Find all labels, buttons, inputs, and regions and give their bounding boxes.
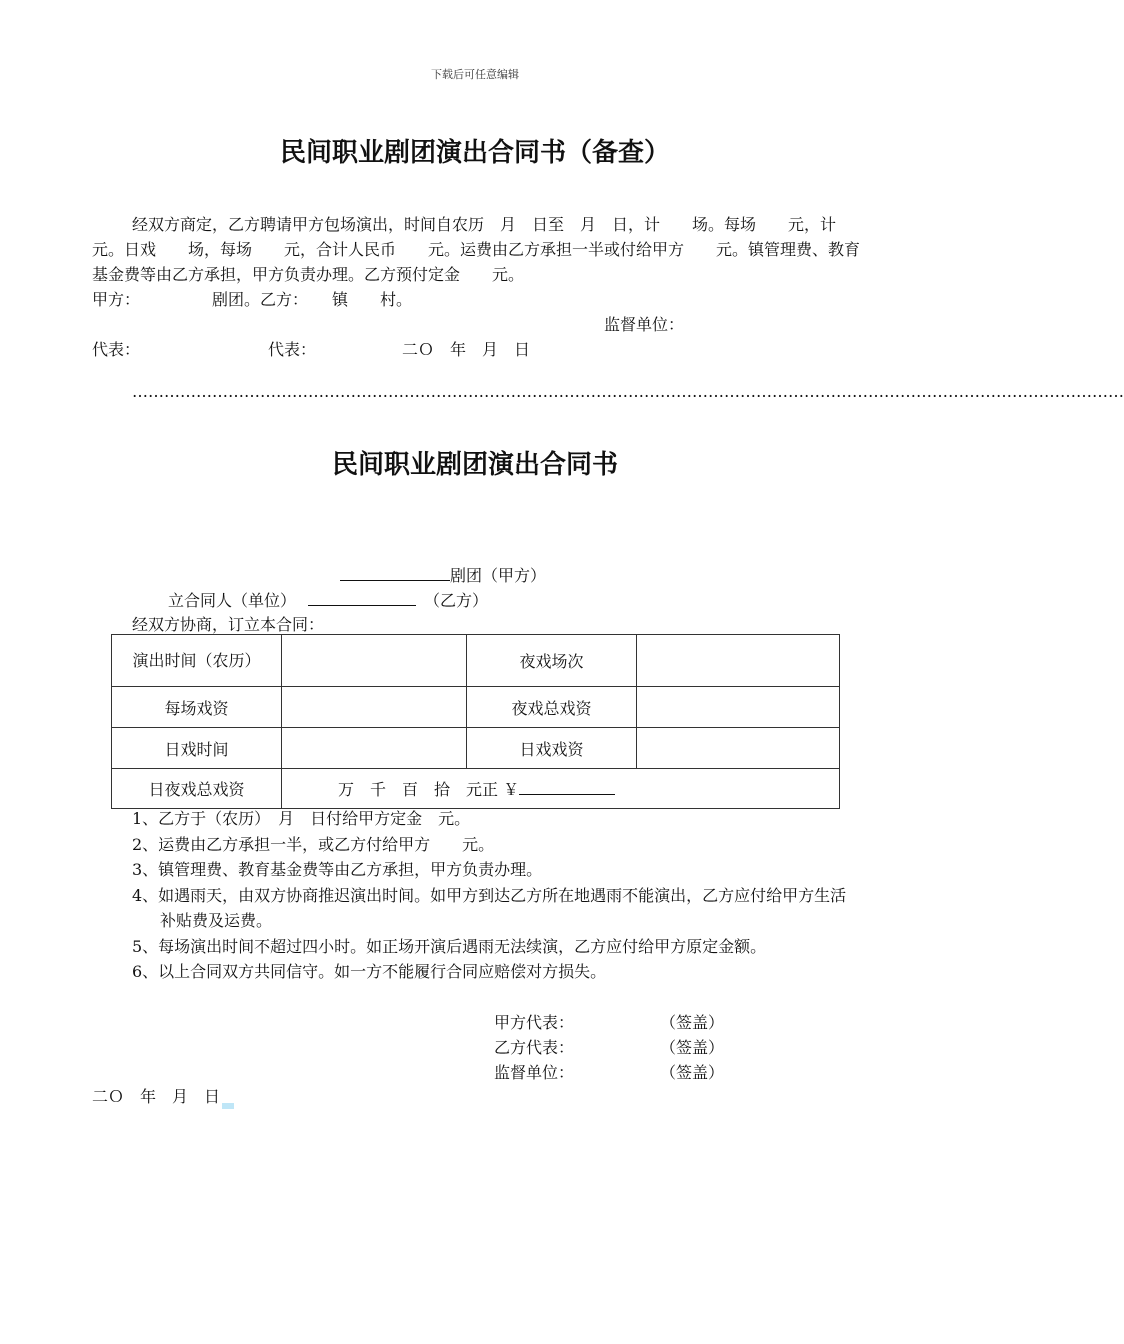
cut-line-separator: …………………………………………………………………………………………………………………………………………………………………… [132,382,1124,401]
total-fee-label: 日夜戏总戏资 [112,769,282,809]
supervisor-label: 监督单位： [604,315,685,334]
day-show-time-cell[interactable] [282,728,467,769]
clause-list [132,806,862,985]
fee-per-show-cell[interactable] [282,687,467,728]
rep-b-label: 代表： [268,340,317,359]
document-title-record: 民间职业剧团演出合同书（备查） [279,138,670,168]
clause-item: 3、镇管理费、教育基金费等由乙方承担，甲方负责办理。 [132,860,543,879]
clause-item: 4、如遇雨天，由双方协商推迟演出时间。如甲方到达乙方所在地遇雨不能演出，乙方应付给甲方生活补贴费及运费。 [132,885,847,930]
signature-seal: （签盖） [660,1063,725,1082]
intro-line: 经双方协商，订立本合同： [132,615,325,634]
night-shows-cell[interactable] [637,635,840,687]
party-a-line [340,562,546,588]
clause-item: 2、运费由乙方承担一半，或乙方付给甲方 元。 [132,834,495,854]
clause-item: 6、以上合同双方共同信守。如一方不能履行合同应赔偿对方损失。 [132,962,607,981]
table-row [112,728,840,769]
table-row [112,769,840,809]
signature-seal: （签盖） [660,1038,725,1057]
total-fee-cell[interactable] [282,769,840,809]
signature-label: 监督单位： [494,1063,575,1082]
clause-item: 1、乙方于（农历） 月 日付给甲方定金 元。 [132,809,471,828]
header-note: 下载后可任意编辑 [431,68,519,81]
final-date: 二Ｏ 年 月 日 [92,1087,221,1106]
night-total-fee-label: 夜戏总戏资 [467,687,637,728]
party-b-label: （乙方） [424,591,489,610]
table-row [112,635,840,687]
signature-seal: （签盖） [660,1013,725,1032]
total-fee-units: 万 千 百 拾 元正 ￥ [338,780,520,799]
signature-label: 乙方代表： [494,1038,575,1057]
text-cursor-mark [222,1103,234,1109]
date-line: 二Ｏ 年 月 日 [402,340,531,359]
party-b-prefix: 立合同人（单位） [168,591,297,610]
party-b-blank[interactable] [308,587,416,606]
document-title-contract: 民间职业剧团演出合同书 [331,450,618,480]
night-total-fee-cell[interactable] [637,687,840,728]
day-show-time-label: 日戏时间 [112,728,282,769]
party-a-blank[interactable] [340,562,450,581]
day-show-fee-cell[interactable] [637,728,840,769]
clause-item: 5、每场演出时间不超过四小时。如正场开演后遇雨无法续演，乙方应付给甲方原定金额。 [132,936,767,956]
final-date-line [92,1084,234,1109]
total-fee-amount-blank[interactable] [519,780,615,795]
party-b-line [168,587,488,613]
contract-table [111,634,840,809]
contract-paragraph: 经双方商定，乙方聘请甲方包场演出，时间自农历 月 日至 月 日，计 场。每场 元，计 元。日戏 场，每场 元，合计人民币 元。运费由乙方承担一半或付给甲方 元。镇管理费、教育基金费等由乙方承担，甲方负责办理。乙方预付定金 元。 [92,215,869,284]
signature-label: 甲方代表： [494,1013,575,1032]
party-line: 甲方： 剧团。乙方： 镇 村。 [92,290,413,309]
rep-a-label: 代表： [92,340,141,359]
fee-per-show-label: 每场戏资 [112,687,282,728]
performance-time-cell[interactable] [282,635,467,687]
performance-time-label: 演出时间（农历） [112,635,282,687]
party-a-label: 剧团（甲方） [450,566,547,585]
table-row [112,687,840,728]
night-shows-label: 夜戏场次 [467,635,637,687]
day-show-fee-label: 日戏戏资 [467,728,637,769]
